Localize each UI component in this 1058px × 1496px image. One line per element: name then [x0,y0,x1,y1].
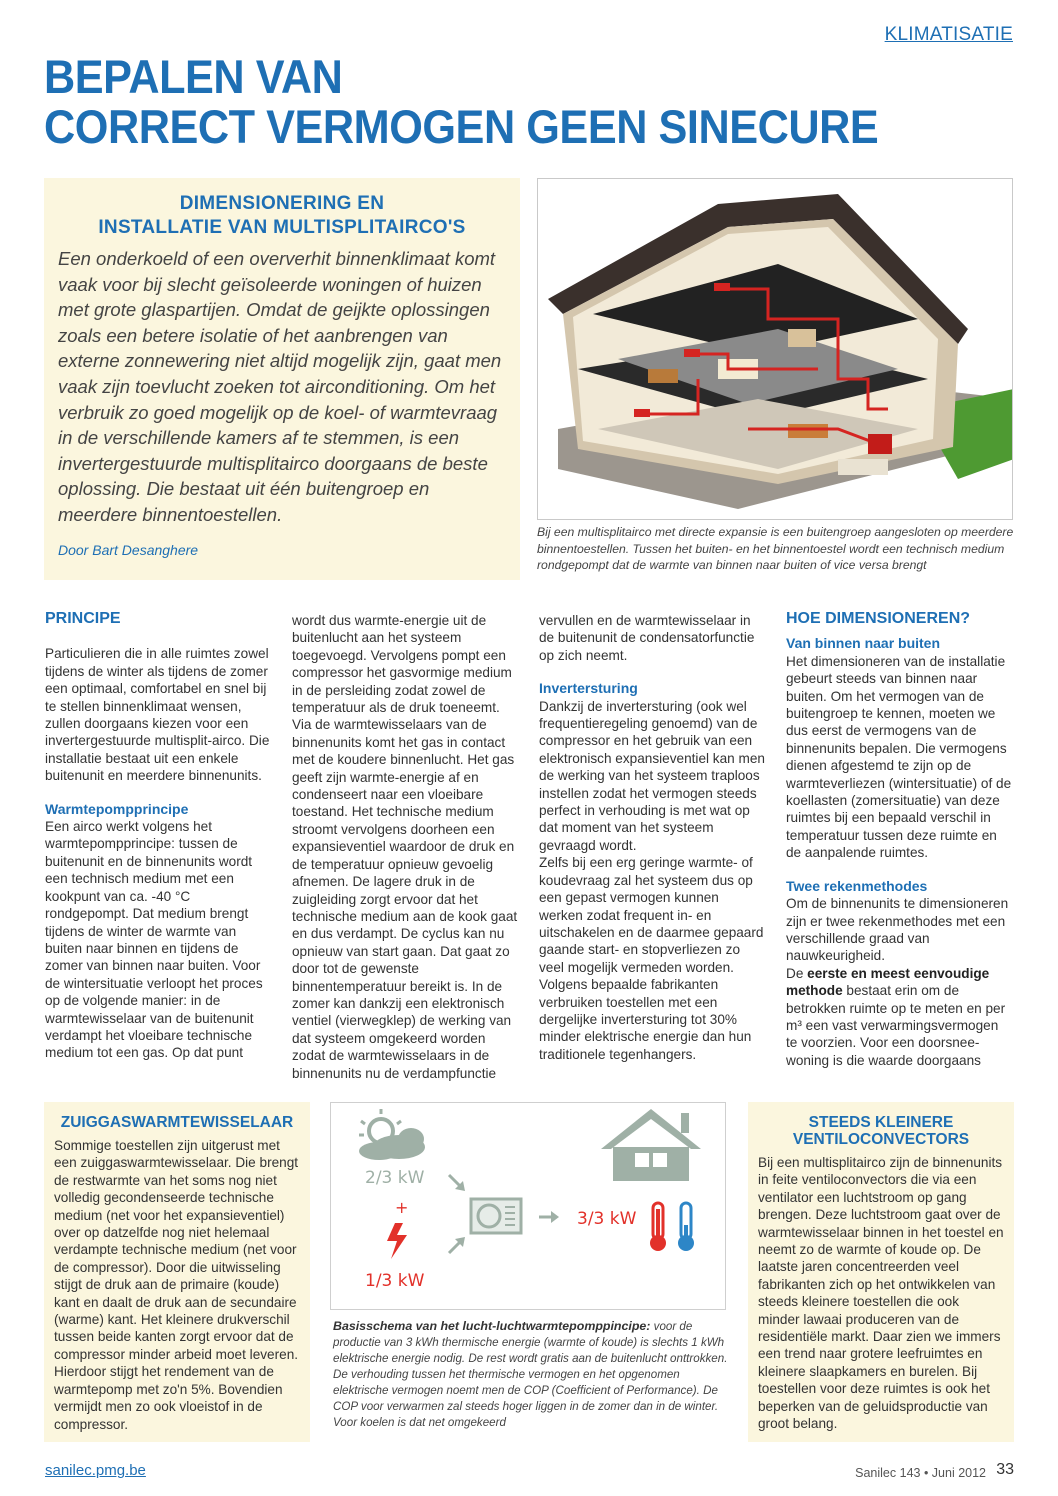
label-total-kw: 3/3 kW [577,1209,637,1229]
diagram-caption-lead: Basisschema van het lucht-luchtwarmtepomppincipe: [333,1319,651,1333]
intro-box [44,178,520,580]
sun-cloud-icon [359,1109,425,1160]
outdoor-unit-icon [471,1199,521,1233]
thermometer-cold-icon [678,1203,694,1251]
heading-hoe-dimensioneren: HOE DIMENSIONEREN? [786,610,971,627]
column-4 [786,610,1012,1069]
intro-author: Door Bart Desanghere [58,541,199,558]
box-title-line-1: STEEDS KLEINERE [808,1114,954,1131]
intro-heading-line-1: DIMENSIONERING EN [179,193,385,214]
paragraph: Dankzij de invertersturing (ook wel frequentieregeling genoemd) van de compressor en het gebruik van een elektronisch expansieventiel kan men de werking van het systeem traploos instellen zodat het vermogen steeds perfect in verhouding is met wat op dat moment van het systeem gevraagd wordt. [539,698,765,853]
section-tag[interactable]: KLIMATISATIE [884,24,1013,45]
page-title [44,52,946,152]
paragraph: wordt dus warmte-energie uit de buitenlucht aan het systeem toegevoegd. Vervolgens pompt een compressor het gasvormige medium in de persleiding zodat zowel de temperatuur als de druk toeneemt. Via de warmtewisselaars van de binnenunits komt het gas in contact met de koudere binnenlucht. Het gas geeft zijn warmte-energie af en condenseert naar een vloeibare toestand. Het technische medium stroomt vervolgens doorheen een expansieventiel waardoor de druk en de temperatuur opnieuw gevoelig afnemen. De lagere druk in de zuigleiding zorgt ervoor dat het technische medium aan de kook gaat en dus verdampt. De cyclus kan nu opnieuw van start gaan. Dat gaat zo door tot de gewenste binnentemperatuur bereikt is. In de zomer kan dankzij een elektronisch ventiel (vierwegklep) de werking van dat systeem omgekeerd worden zodat de warmtewisselaars in de binnenunits nu de verdampfunctie [292,613,518,1081]
footer-issue: Sanilec 143 • Juni 2012 [855,1466,986,1480]
intro-heading-line-2: INSTALLATIE VAN MULTISPLITAIRCO'S [98,217,466,238]
intro-text: Een onderkoeld of een oververhit binnenklimaat komt vaak voor bij slecht geïsoleerde woningen of huizen met grote glaspartijen. Omdat de geijkte oplossingen zoals een betere isolatie of het aanbrengen van externe zonnewering niet altijd mogelijk zijn, gaat men vaak zijn toevlucht zoeken tot airconditioning. Om het verbruik zo goed mogelijk op de koel- of warmtevraag in de verschillende kamers af te stemmen, is een invertergestuurde multisplitairco doorgaans de beste oplossing. Die bestaat uit één buitengroep en meerdere binnentoestellen. [58,248,502,525]
house-icon [601,1109,701,1181]
box-title: ZUIGGASWARMTEWISSELAAR [60,1114,294,1131]
title-line-1: BEPALEN VAN [44,50,343,103]
sidebar-box-zuiggas [44,1102,310,1442]
paragraph: Particulieren die in alle ruimtes zowel tijdens de winter als tijdens de zomer een optimaal, comfortabel en snel bij te stellen binnenklimaat wensen, zullen doorgaans kiezen voor een invertergestuurde multisplit-airco. Die installatie bestaat uit een enkele buitenunit en meerdere binnenunits. [45,646,270,784]
heading-principe: PRINCIPE [45,610,121,627]
box-title-line-2: VENTILOCONVECTORS [792,1131,970,1148]
paragraph: Een airco werkt volgens het warmtepompprincipe: tussen de buitenunit en de binnenunits wordt een technisch medium met een kookpunt van ca. -40 °C rondgepompt. Dat medium brengt tijdens de winter de warmte van buiten naar binnen en tijdens de zomer van binnen naar buiten. Voor de wintersituatie verloopt het proces op de volgende manier: in de warmtewisselaar van de buitenunit verdampt het vloeibare technische medium tot een gas. Op dat punt [45,819,263,1061]
box-text: Sommige toestellen zijn uitgerust met een zuiggaswarmtewisselaar. Die brengt de restwarmte van het soms nog niet volledig gecondenseerde technische medium (net voor het expansieventiel) over op datzelfde nog niet helemaal verdampte technische medium (net voor de compressor). Door die uitwisseling stijgt de druk aan de primaire (koude) kant en daalt de druk aan de secundaire (warme) kant. Het kleinere drukverschil tussen beide kanten zorgt ervoor dat de compressor minder arbeid moet leveren. Hierdoor stijgt het rendement van de warmtepomp met zo'n 5%. Bovendien vermijdt men zo ook vloeistof in de compressor. [54,1138,299,1432]
house-illustration [537,178,1013,520]
thermometer-hot-icon [650,1203,666,1251]
subheading-van-binnen-naar-buiten: Van binnen naar buiten [786,635,941,652]
label-plus: + [395,1198,409,1217]
column-1 [45,610,271,1062]
diagram-svg [331,1103,727,1311]
bold-run: eerste en meest eenvoudige methode [786,965,990,999]
text-run: De [786,965,808,981]
diagram-caption-text: voor de productie van 3 kWh thermische energie (warmte of koude) is slechts 1 kWh elektrische energie nodig. De rest wordt gratis aan de buitenlucht onttrokken. De verhouding tussen het thermische vermogen en het opgenomen elektrische vermogen noemt men de COP (Coefficient of Performance). De COP voor verwarmen zal steeds hoger liggen in de zomer dan in de winter. Voor koelen is dat net omgekeerd [333,1320,728,1429]
paragraph: Om de binnenunits te dimensioneren zijn er twee rekenmethodes met een verschillende graad van nauwkeurigheid. [786,896,1009,964]
title-line-2: CORRECT VERMOGEN GEEN SINECURE [44,100,879,153]
intro-heading [58,192,506,240]
text-run: bestaat erin om de betrokken ruimte op te meten en per m³ een vast verwarmingsvermogen te voorzien. Voor een doorsnee-woning is die waarde doorgaans [786,983,1006,1068]
house-cutaway-image [538,179,1013,520]
column-2 [292,612,520,1082]
heat-pump-diagram [330,1102,726,1310]
box-title [758,1114,1004,1148]
house-caption: Bij een multisplitairco met directe expansie is een buitengroep aangesloten op meerdere binnentoestellen. Tussen het buiten- en het binnentoestel wordt een technisch medium rondgepompt dat de warmte van binnen naar buiten of vice versa brengt [537,525,1014,573]
label-elec-kw: 1/3 kW [365,1271,425,1291]
subheading-invertersturing: Invertersturing [539,680,638,697]
paragraph: Zelfs bij een erg geringe warmte- of koudevraag zal het systeem dus op een gepast vermogen kunnen werken zodat frequent in- en uitschakelen en de daarmee gepaard gaande start- en stopverliezen zo veel mogelijk vermeden worden. Volgens bepaalde fabrikanten verbruiken toestellen met een dergelijke invertersturing tot 30% minder elektrische energie dan hun traditionele tegenhangers. [539,855,764,1062]
column-3 [539,612,765,1063]
paragraph: Het dimensioneren van de installatie gebeurt steeds van binnen naar buiten. Om het vermogen van de buitengroep te kennen, moeten we dus eerst de vermogens van de binnenunits bepalen. Die vermogens dienen afgestemd te zijn op de warmteverliezen (wintersituatie) of de koellasten (zomersituatie) van deze ruimtes bij een bepaald verschil in temperatuur tussen deze ruimte en de aanpalende ruimtes. [786,653,1012,861]
paragraph [786,965,1012,1069]
label-air-kw: 2/3 kW [365,1168,425,1188]
diagram-caption [333,1318,729,1431]
lightning-icon [387,1223,407,1259]
page-number: 33 [996,1461,1014,1478]
subheading-warmtepompprincipe: Warmtepompprincipe [45,800,189,817]
sidebar-box-ventiloconvectors [748,1102,1014,1442]
subheading-twee-rekenmethodes: Twee rekenmethodes [786,877,928,894]
footer-link[interactable]: sanilec.pmg.be [45,1462,146,1479]
paragraph: vervullen en de warmtewisselaar in de buitenunit de condensatorfunctie op zich neemt. [539,613,755,663]
box-text: Bij een multisplitairco zijn de binnenunits in feite ventiloconvectors die via een ventilator een luchtstroom op gang brengen. Deze luchtstroom gaat over de warmtewisselaar binnen in het toestel en neemt zo de warmte of koude op. De laatste jaren concentreerden veel fabrikanten zich op het ontwikkelen van steeds kleinere toestellen die ook minder lawaai produceren van de residentiële markt. Daar zien we immers een trend naar grotere leefruimtes en kleinere slaapkamers en burelen. Bij toestellen voor deze ruimtes is ook het beperken van de geluidsproductie van groot belang. [758,1155,1004,1432]
